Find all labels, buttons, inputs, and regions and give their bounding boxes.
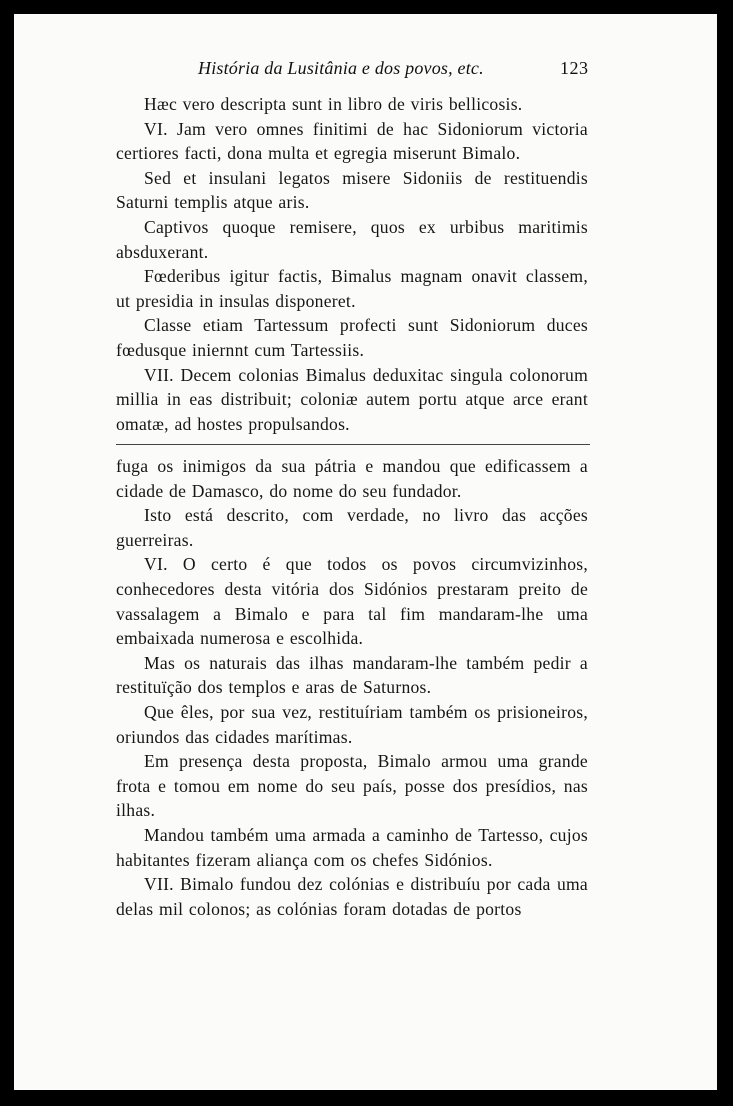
section-divider xyxy=(116,444,590,445)
latin-paragraph: Sed et insulani legatos misere Sidoniis de restituendis Saturni templis atque aris. xyxy=(116,167,588,213)
running-title: História da Lusitânia e dos povos, etc. xyxy=(198,58,484,78)
portuguese-paragraph: Isto está descrito, com verdade, no livro das acções guerreiras. xyxy=(116,505,588,550)
portuguese-paragraph: Mandou também uma armada a caminho de Tartesso, cujos habitantes fizeram aliança com os chefes Sidónios. xyxy=(116,824,588,870)
book-page xyxy=(14,14,717,1090)
latin-paragraph: Captivos quoque remisere, quos ex urbibus maritimis absduxerant. xyxy=(116,216,588,262)
latin-paragraph: VII. Decem colonias Bimalus deduxitac singula colonorum millia in eas distribuit; coloniæ autem portu atque arce erant omatæ, ad hostes propulsandos. xyxy=(116,364,588,434)
portuguese-paragraph: VII. Bimalo fundou dez colónias e distribuíu por cada uma delas mil colonos; as colónias foram dotadas de portos xyxy=(116,874,588,919)
portuguese-paragraph: Em presença desta proposta, Bimalo armou uma grande frota e tomou em nome do seu país, posse dos presídios, nas ilhas. xyxy=(116,751,588,821)
page-number: 123 xyxy=(560,58,589,78)
latin-paragraph: VI. Jam vero omnes finitimi de hac Sidoniorum victoria certiores facti, dona multa et egregia miserunt Bimalo. xyxy=(116,118,588,164)
portuguese-paragraph: VI. O certo é que todos os povos circumvizinhos, conhecedores desta vitória dos Sidónios prestaram preito de vassalagem a Bimalo e para tal fim mandaram-lhe uma embaixada numerosa e escolhida. xyxy=(116,554,588,649)
portuguese-paragraph: Que êles, por sua vez, restituíriam também os prisioneiros, oriundos das cidades marítimas. xyxy=(116,701,588,747)
portuguese-paragraph: fuga os inimigos da sua pátria e mandou que edificassem a cidade de Damasco, do nome do seu fundador. xyxy=(116,456,588,501)
latin-paragraph: Fœderibus igitur factis, Bimalus magnam onavit classem, ut presidia in insulas disponeret. xyxy=(116,266,588,311)
page-header xyxy=(14,58,717,82)
latin-paragraph: Classe etiam Tartessum profecti sunt Sidoniorum duces fœdusque iniernnt cum Tartessiis. xyxy=(116,315,588,360)
latin-text-block xyxy=(116,92,588,436)
portuguese-text-block xyxy=(116,454,588,921)
portuguese-paragraph: Mas os naturais das ilhas mandaram-lhe também pedir a restituïção dos templos e aras de Saturnos. xyxy=(116,652,588,698)
latin-paragraph: Hæc vero descripta sunt in libro de viris bellicosis. xyxy=(144,94,523,114)
